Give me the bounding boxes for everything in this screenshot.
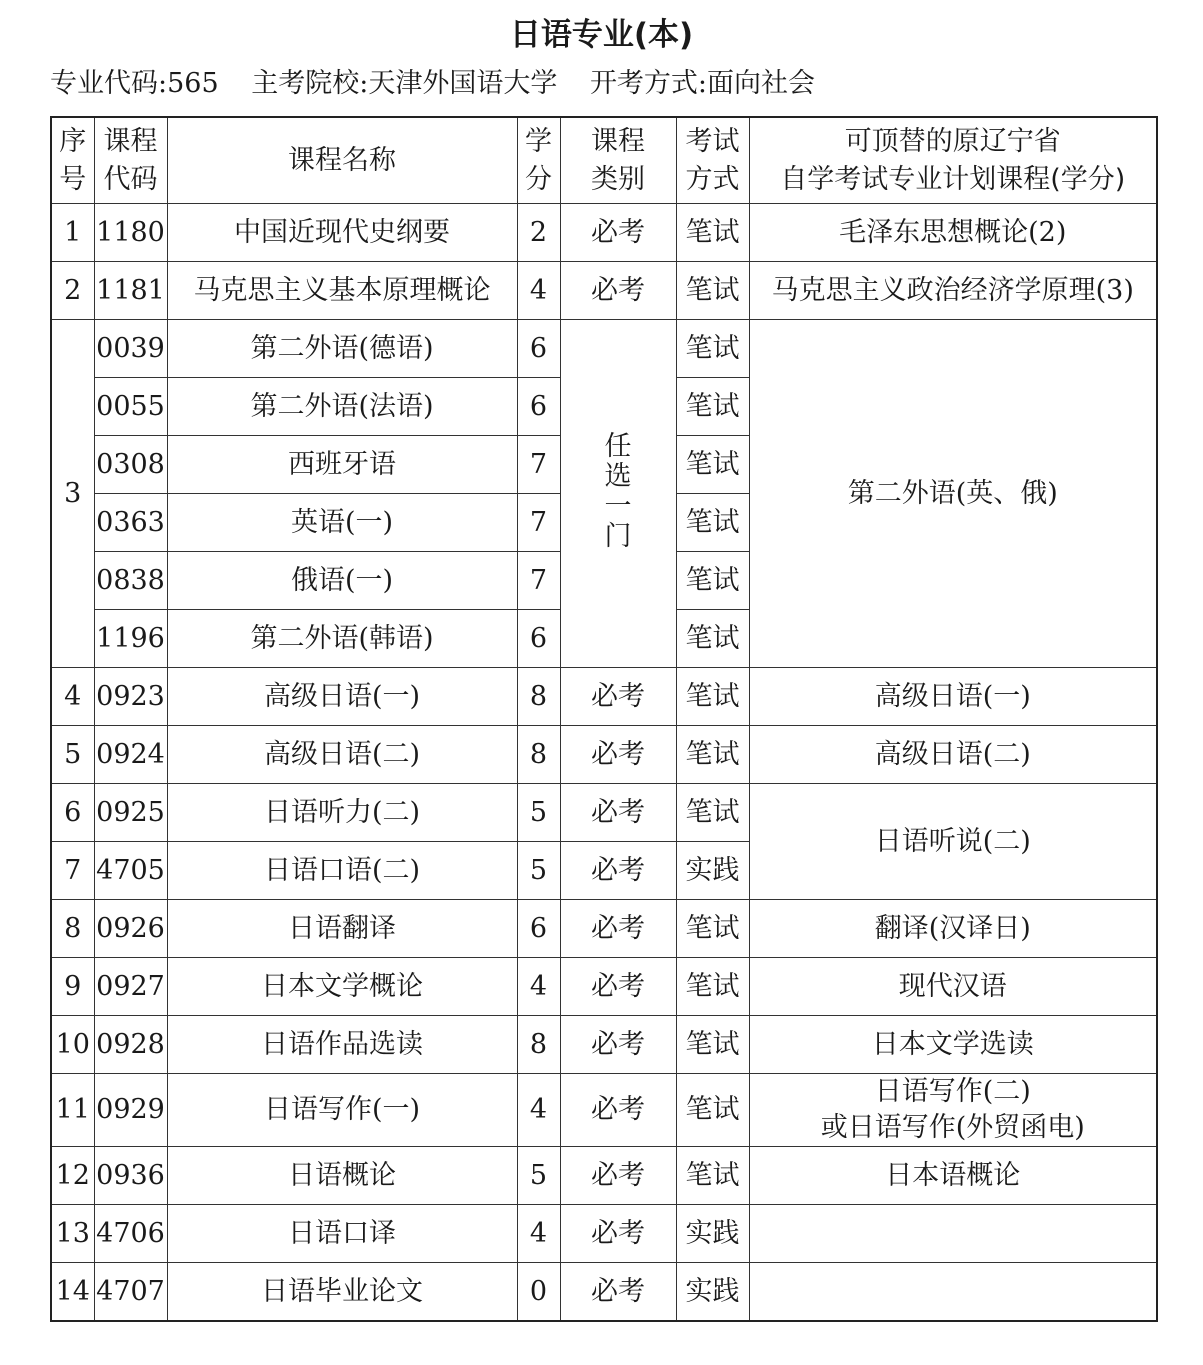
exam-method-cell: 笔试 — [676, 1074, 749, 1147]
course-code-cell: 0308 — [94, 436, 167, 494]
course-code-cell: 1181 — [94, 262, 167, 320]
page-title: 日语专业(本) — [509, 17, 694, 53]
major-code: 专业代码:565 — [50, 68, 219, 99]
table-row — [51, 668, 1157, 726]
exam-method-cell: 笔试 — [676, 668, 749, 726]
replacement-course-cell: 日本语概论 — [749, 1147, 1157, 1205]
course-code-cell: 0838 — [94, 552, 167, 610]
table-row — [51, 900, 1157, 958]
replacement-course-cell: 日语听说(二) — [749, 784, 1157, 900]
table-row — [51, 262, 1157, 320]
credit-cell: 4 — [517, 1205, 560, 1263]
seq-cell: 1 — [51, 204, 94, 262]
header-course-name: 课程名称 — [167, 117, 517, 204]
course-code-cell: 0923 — [94, 668, 167, 726]
seq-cell: 4 — [51, 668, 94, 726]
header-exam-method: 考试 方式 — [676, 117, 749, 204]
credit-cell: 5 — [517, 784, 560, 842]
table-row — [51, 1016, 1157, 1074]
exam-method-cell: 笔试 — [676, 784, 749, 842]
seq-cell: 5 — [51, 726, 94, 784]
course-name-cell: 西班牙语 — [167, 436, 517, 494]
table-row — [51, 1147, 1157, 1205]
replacement-course-cell: 现代汉语 — [749, 958, 1157, 1016]
course-name-cell: 高级日语(二) — [167, 726, 517, 784]
credit-cell: 6 — [517, 378, 560, 436]
course-type-cell: 必考 — [560, 1205, 676, 1263]
course-type-cell: 必考 — [560, 668, 676, 726]
table-row — [51, 1263, 1157, 1322]
replacement-course-cell: 马克思主义政治经济学原理(3) — [749, 262, 1157, 320]
credit-cell: 6 — [517, 900, 560, 958]
seq-cell: 6 — [51, 784, 94, 842]
course-code-cell: 0055 — [94, 378, 167, 436]
exam-method-cell: 笔试 — [676, 900, 749, 958]
credit-cell: 7 — [517, 436, 560, 494]
exam-method-cell: 笔试 — [676, 204, 749, 262]
course-code-cell: 0925 — [94, 784, 167, 842]
course-code-cell: 0927 — [94, 958, 167, 1016]
exam-method-cell: 实践 — [676, 1205, 749, 1263]
course-code-cell: 4705 — [94, 842, 167, 900]
seq-cell: 13 — [51, 1205, 94, 1263]
course-type-cell: 必考 — [560, 1263, 676, 1322]
course-name-cell: 高级日语(一) — [167, 668, 517, 726]
major-info — [50, 62, 839, 106]
table-row — [51, 958, 1157, 1016]
header-course-code: 课程 代码 — [94, 117, 167, 204]
seq-cell: 12 — [51, 1147, 94, 1205]
course-code-cell: 0363 — [94, 494, 167, 552]
course-type-cell: 必考 — [560, 784, 676, 842]
exam-method-cell: 笔试 — [676, 494, 749, 552]
credit-cell: 4 — [517, 1074, 560, 1147]
replacement-course-cell: 高级日语(二) — [749, 726, 1157, 784]
credit-cell: 8 — [517, 668, 560, 726]
seq-cell: 11 — [51, 1074, 94, 1147]
course-name-cell: 日语作品选读 — [167, 1016, 517, 1074]
course-type-cell: 必考 — [560, 958, 676, 1016]
table-row — [51, 726, 1157, 784]
course-plan-table — [50, 116, 1158, 1322]
replacement-course-cell: 第二外语(英、俄) — [749, 320, 1157, 668]
course-code-cell: 0929 — [94, 1074, 167, 1147]
exam-method-cell: 笔试 — [676, 378, 749, 436]
course-code-cell: 4706 — [94, 1205, 167, 1263]
table-row — [51, 1074, 1157, 1147]
course-code-cell: 0936 — [94, 1147, 167, 1205]
replacement-course-cell — [749, 1263, 1157, 1322]
header-seq: 序 号 — [51, 117, 94, 204]
exam-method-cell: 笔试 — [676, 1016, 749, 1074]
course-name-cell: 日语概论 — [167, 1147, 517, 1205]
credit-cell: 7 — [517, 494, 560, 552]
exam-method-cell: 笔试 — [676, 610, 749, 668]
exam-method-cell: 实践 — [676, 842, 749, 900]
replacement-course-cell — [749, 1205, 1157, 1263]
course-name-cell: 第二外语(法语) — [167, 378, 517, 436]
exam-method-cell: 实践 — [676, 1263, 749, 1322]
course-name-cell: 日本文学概论 — [167, 958, 517, 1016]
course-type-cell — [560, 320, 676, 668]
seq-cell: 14 — [51, 1263, 94, 1322]
course-name-cell: 日语口语(二) — [167, 842, 517, 900]
header-replacement-course: 可顶替的原辽宁省 自学考试专业计划课程(学分) — [749, 117, 1157, 204]
credit-cell: 2 — [517, 204, 560, 262]
exam-method-cell: 笔试 — [676, 320, 749, 378]
header-credit: 学 分 — [517, 117, 560, 204]
table-row — [51, 784, 1157, 842]
credit-cell: 8 — [517, 726, 560, 784]
seq-cell: 9 — [51, 958, 94, 1016]
course-type-cell: 必考 — [560, 1147, 676, 1205]
replacement-course-cell: 毛泽东思想概论(2) — [749, 204, 1157, 262]
course-type-cell: 必考 — [560, 262, 676, 320]
course-type-cell: 必考 — [560, 842, 676, 900]
replacement-course-cell: 高级日语(一) — [749, 668, 1157, 726]
course-name-cell: 日语毕业论文 — [167, 1263, 517, 1322]
replacement-course-cell: 翻译(汉译日) — [749, 900, 1157, 958]
course-code-cell: 1180 — [94, 204, 167, 262]
replacement-course-cell: 日语写作(二) 或日语写作(外贸函电) — [749, 1074, 1157, 1147]
course-name-cell: 英语(一) — [167, 494, 517, 552]
course-type-cell: 必考 — [560, 204, 676, 262]
credit-cell: 4 — [517, 262, 560, 320]
exam-method-cell: 笔试 — [676, 1147, 749, 1205]
header-course-type: 课程 类别 — [560, 117, 676, 204]
course-name-cell: 日语写作(一) — [167, 1074, 517, 1147]
examining-school: 主考院校:天津外国语大学 — [251, 68, 558, 99]
course-name-cell: 日语翻译 — [167, 900, 517, 958]
course-name-cell: 日语口译 — [167, 1205, 517, 1263]
course-code-cell: 4707 — [94, 1263, 167, 1322]
credit-cell: 7 — [517, 552, 560, 610]
table-row — [51, 1205, 1157, 1263]
course-name-cell: 第二外语(德语) — [167, 320, 517, 378]
credit-cell: 6 — [517, 320, 560, 378]
header-row — [51, 117, 1157, 204]
seq-cell: 10 — [51, 1016, 94, 1074]
seq-cell: 8 — [51, 900, 94, 958]
table-row — [51, 204, 1157, 262]
course-code-cell: 0926 — [94, 900, 167, 958]
course-type-cell: 必考 — [560, 1016, 676, 1074]
seq-cell: 3 — [51, 320, 94, 668]
credit-cell: 4 — [517, 958, 560, 1016]
course-code-cell: 1196 — [94, 610, 167, 668]
exam-method-cell: 笔试 — [676, 552, 749, 610]
course-code-cell: 0924 — [94, 726, 167, 784]
course-name-cell: 俄语(一) — [167, 552, 517, 610]
course-name-cell: 日语听力(二) — [167, 784, 517, 842]
elective-note: 任选一门 — [604, 431, 632, 552]
course-code-cell: 0928 — [94, 1016, 167, 1074]
credit-cell: 0 — [517, 1263, 560, 1322]
exam-method-cell: 笔试 — [676, 436, 749, 494]
credit-cell: 5 — [517, 842, 560, 900]
course-type-cell: 必考 — [560, 900, 676, 958]
course-name-cell: 马克思主义基本原理概论 — [167, 262, 517, 320]
course-name-cell: 第二外语(韩语) — [167, 610, 517, 668]
exam-method-cell: 笔试 — [676, 958, 749, 1016]
course-code-cell: 0039 — [94, 320, 167, 378]
seq-cell: 7 — [51, 842, 94, 900]
exam-method-cell: 笔试 — [676, 726, 749, 784]
seq-cell: 2 — [51, 262, 94, 320]
credit-cell: 6 — [517, 610, 560, 668]
course-name-cell: 中国近现代史纲要 — [167, 204, 517, 262]
course-type-cell: 必考 — [560, 726, 676, 784]
exam-mode: 开考方式:面向社会 — [589, 68, 816, 99]
credit-cell: 5 — [517, 1147, 560, 1205]
course-type-cell: 必考 — [560, 1074, 676, 1147]
exam-method-cell: 笔试 — [676, 262, 749, 320]
replacement-course-cell: 日本文学选读 — [749, 1016, 1157, 1074]
table-row — [51, 320, 1157, 378]
credit-cell: 8 — [517, 1016, 560, 1074]
